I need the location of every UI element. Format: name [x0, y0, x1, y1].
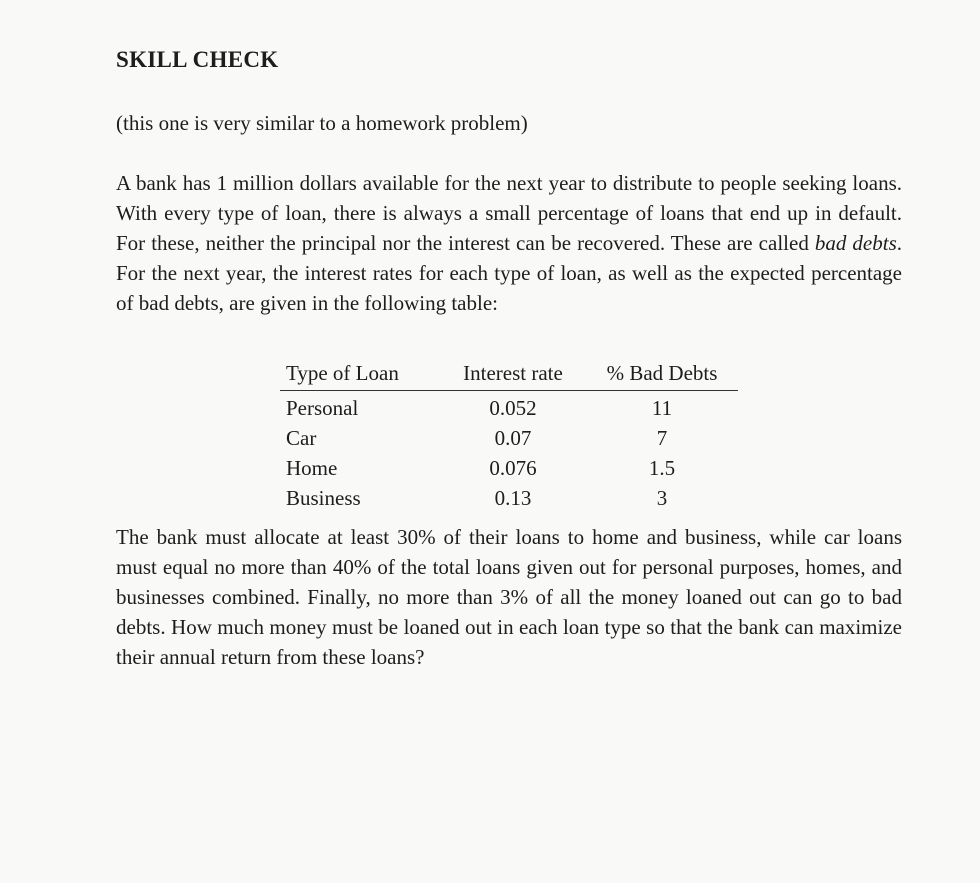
- table-header-row: [280, 358, 738, 391]
- table-row: [280, 483, 738, 513]
- document-page: [116, 44, 903, 669]
- interest-rate-cell: 0.07: [494, 425, 532, 450]
- loan-type-cell: Car: [286, 425, 317, 450]
- intro-text-part-2: . For the next year, the interest rates for each type of loan, as well as the expected percentage of bad debts, are given in the following table:: [116, 231, 903, 315]
- loan-type-cell: Personal: [286, 395, 359, 420]
- table-row: [280, 423, 738, 453]
- table-row: [280, 391, 738, 424]
- loan-type-cell: Business: [286, 485, 361, 510]
- header-bad-debts: % Bad Debts: [584, 358, 738, 391]
- bad-debts-cell: 11: [651, 395, 673, 420]
- table-row: [280, 453, 738, 483]
- problem-intro-paragraph: [116, 168, 902, 318]
- interest-rate-cell: 0.052: [489, 395, 537, 420]
- header-interest-rate: Interest rate: [440, 358, 584, 391]
- header-type-of-loan: Type of Loan: [280, 358, 440, 391]
- problem-constraints-paragraph: The bank must allocate at least 30% of their loans to home and business, while car loans must equal no more than 40% of the total loans given out for personal purposes, homes, and businesses combined. Finally, no more than 3% of all the money loaned out can go to bad debts. How much money must be loaned out in each loan type so that the bank can maximize their annual return from these loans?: [116, 525, 902, 669]
- interest-rate-cell: 0.076: [489, 455, 537, 480]
- bad-debts-cell: 3: [656, 485, 668, 510]
- bad-debts-term: bad debts: [814, 231, 897, 255]
- homework-note: (this one is very similar to a homework problem): [116, 111, 528, 135]
- page-title: SKILL CHECK: [116, 47, 279, 72]
- bad-debts-cell: 7: [656, 425, 668, 450]
- bad-debts-cell: 1.5: [648, 455, 676, 480]
- intro-text-part-1: A bank has 1 million dollars available for the next year to distribute to people seeking loans. With every type of loan, there is always a small percentage of loans that end up in default. For these, neither the principal nor the interest can be recovered. These are called: [116, 171, 902, 255]
- loan-table: [280, 358, 738, 513]
- interest-rate-cell: 0.13: [494, 485, 532, 510]
- loan-type-cell: Home: [286, 455, 338, 480]
